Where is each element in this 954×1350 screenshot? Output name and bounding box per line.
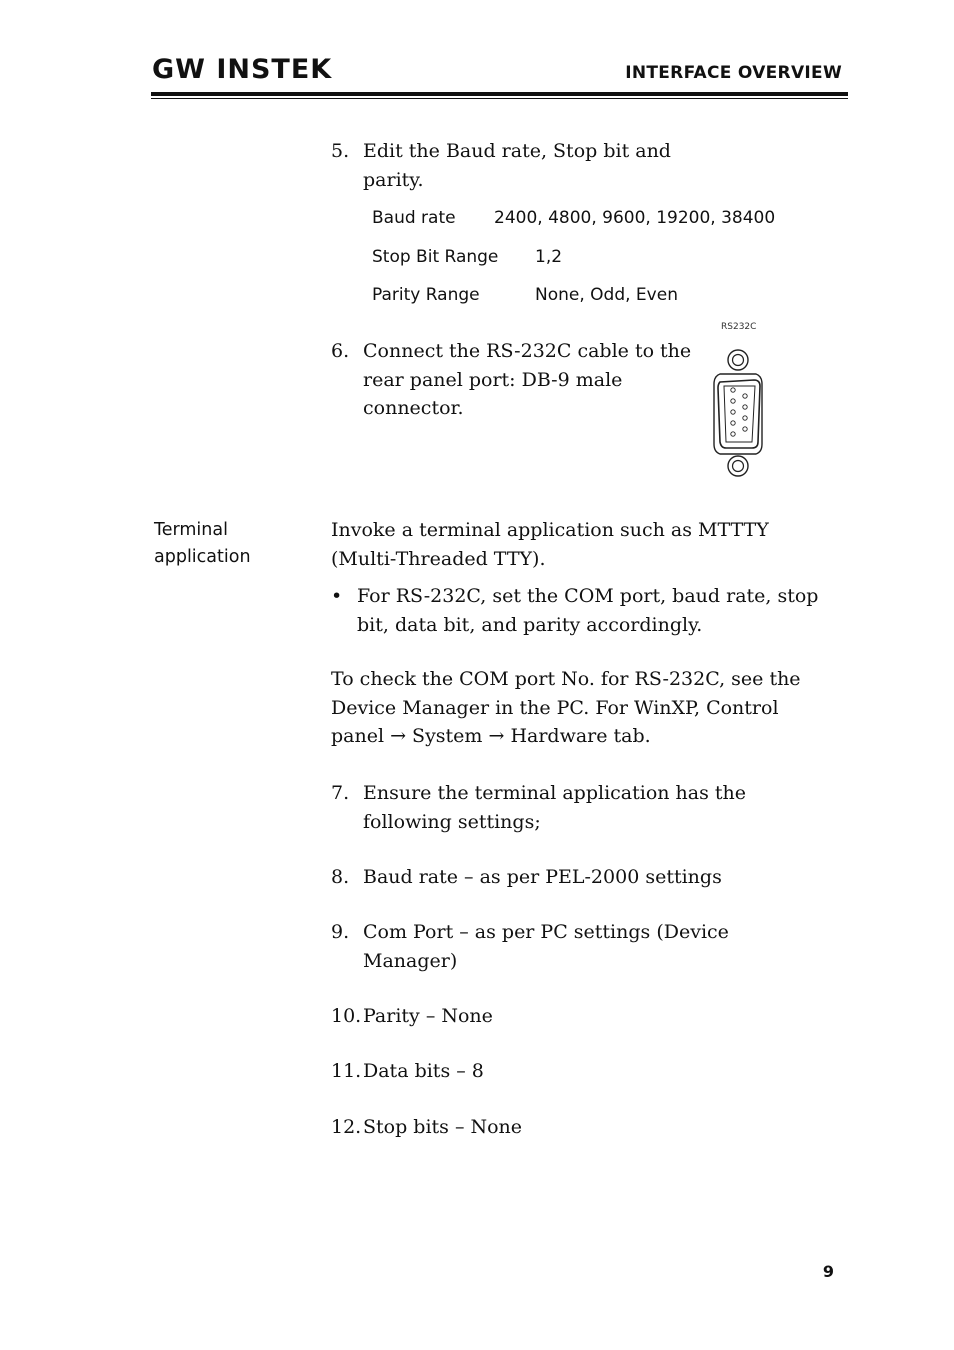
step-6-line-1: Connect the RS-232C cable to the — [363, 340, 692, 362]
intro-line-1: Invoke a terminal application such as MTTTY — [331, 519, 769, 541]
step-5-number: 5. — [331, 140, 350, 162]
settings-label-baud: Baud rate — [372, 208, 456, 228]
step-11-number: 11. — [331, 1060, 362, 1082]
section-title: INTERFACE OVERVIEW — [625, 63, 842, 83]
step-11-text: Data bits – 8 — [363, 1060, 484, 1082]
step-5-line-2: parity. — [363, 168, 424, 191]
terminal-intro — [331, 516, 769, 573]
terminal-side-label — [154, 517, 251, 571]
connector-caption: RS232C — [721, 322, 757, 332]
settings-value-parity: None, Odd, Even — [535, 285, 678, 305]
step-6-line-2: rear panel port: DB-9 male — [363, 368, 623, 391]
step-9-number: 9. — [331, 921, 350, 943]
note-line-1: To check the COM port No. for RS-232C, see the — [331, 668, 801, 690]
step-9-text — [363, 918, 729, 975]
step-8-number: 8. — [331, 866, 350, 888]
step-5-line-1: Edit the Baud rate, Stop bit and — [363, 140, 671, 162]
page-number: 9 — [822, 1262, 834, 1281]
header-rule-thin — [151, 98, 848, 99]
com-port-note — [331, 665, 801, 751]
side-label-line-2: application — [154, 547, 251, 567]
step-7-number: 7. — [331, 782, 350, 804]
step-12-text: Stop bits – None — [363, 1116, 523, 1138]
step-10-text: Parity – None — [363, 1005, 493, 1027]
note-line-2: Device Manager in the PC. For WinXP, Control — [331, 696, 779, 719]
brand-logo: GW INSTEK — [152, 54, 333, 85]
step-7-text — [363, 779, 746, 836]
step-5-text — [363, 137, 671, 194]
bullet-marker: • — [331, 585, 343, 607]
step-6-line-3: connector. — [363, 397, 464, 419]
header-rule-thick — [151, 92, 848, 96]
db9-connector-icon — [706, 340, 772, 488]
bullet-text — [357, 582, 818, 639]
intro-line-2: (Multi-Threaded TTY). — [331, 547, 546, 570]
bullet-line-1: For RS-232C, set the COM port, baud rate, stop — [357, 585, 819, 607]
settings-value-baud: 2400, 4800, 9600, 19200, 38400 — [494, 208, 776, 228]
settings-table-row — [372, 207, 456, 229]
settings-label-stopbit: Stop Bit Range — [372, 247, 499, 267]
step-9-line-1: Com Port – as per PC settings (Device — [363, 921, 729, 943]
bullet-line-2: bit, data bit, and parity accordingly. — [357, 613, 703, 636]
step-12-number: 12. — [331, 1116, 362, 1138]
step-6-number: 6. — [331, 340, 350, 362]
step-6-text — [363, 337, 691, 423]
step-10-number: 10. — [331, 1005, 362, 1027]
settings-value-stopbit: 1,2 — [535, 247, 563, 267]
step-8-text: Baud rate – as per PEL-2000 settings — [363, 866, 722, 888]
settings-label-parity: Parity Range — [372, 285, 480, 305]
step-9-line-2: Manager) — [363, 949, 458, 972]
note-line-3: panel → System → Hardware tab. — [331, 725, 651, 747]
step-7-line-1: Ensure the terminal application has the — [363, 782, 747, 804]
side-label-line-1: Terminal — [154, 520, 228, 540]
step-7-line-2: following settings; — [363, 810, 541, 833]
